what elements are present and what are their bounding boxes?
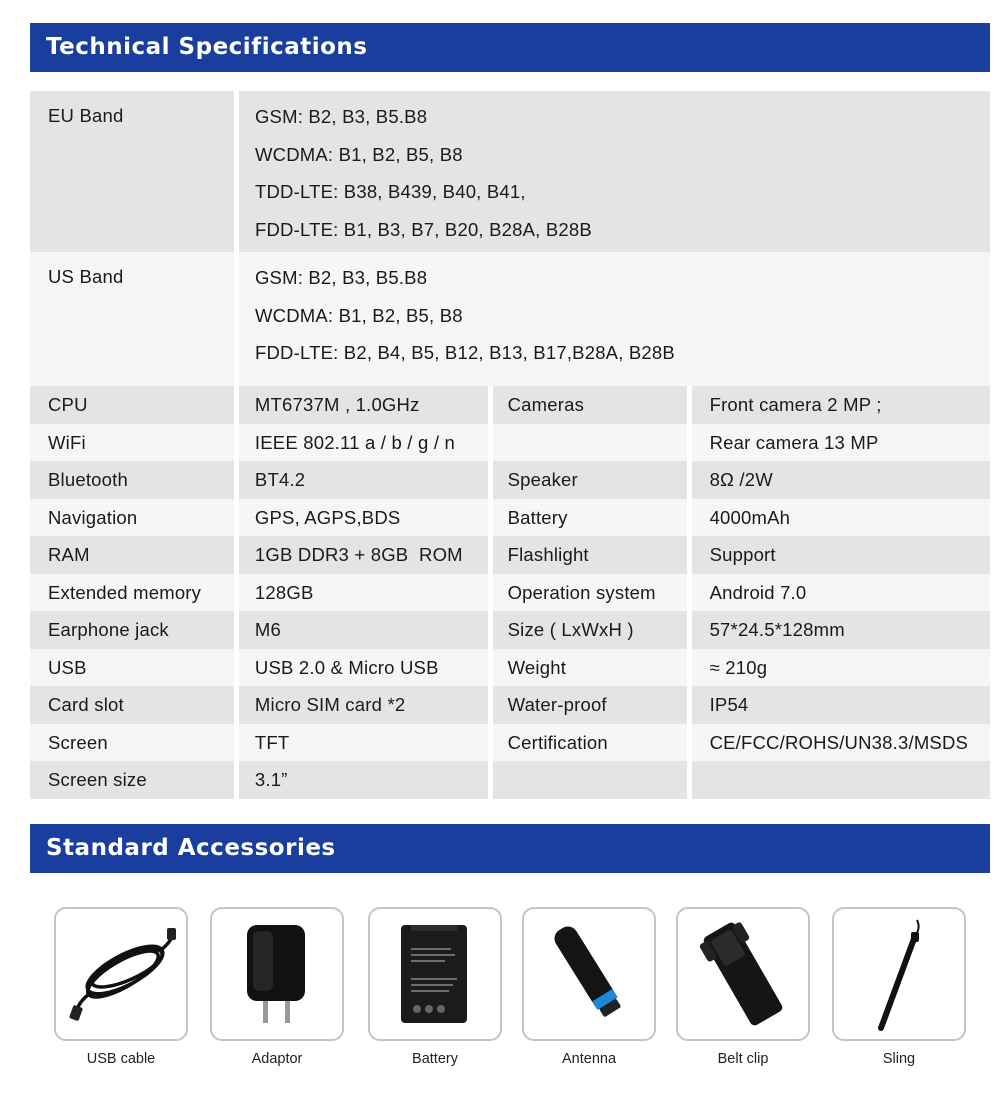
spec-key: USB [30, 649, 234, 687]
spec-value: Front camera 2 MP ; [692, 386, 990, 424]
spec-value: BT4.2 [239, 461, 488, 499]
spec-key: Navigation [30, 499, 234, 537]
accessory-image [54, 907, 188, 1041]
spec-value: Rear camera 13 MP [692, 424, 990, 462]
accessory-image [368, 907, 502, 1041]
spec-value: 3.1” [239, 761, 488, 799]
spec-value: Micro SIM card *2 [239, 686, 488, 724]
accessory-image [522, 907, 656, 1041]
spec-row [30, 761, 990, 799]
spec-value: M6 [239, 611, 488, 649]
adaptor-icon [237, 919, 317, 1029]
accessory-label: USB cable [86, 1051, 156, 1067]
spec-row [30, 536, 990, 574]
spec-key: Water-proof [493, 686, 687, 724]
eu-band-line: WCDMA: B1, B2, B5, B8 [254, 143, 463, 165]
accessory-image [210, 907, 344, 1041]
accessory-label: Battery [412, 1051, 458, 1067]
spec-value: 128GB [239, 574, 488, 612]
usb-cable-icon [61, 924, 181, 1024]
eu-band-line: FDD-LTE: B1, B3, B7, B20, B28A, B28B [254, 218, 592, 240]
spec-key: Screen size [30, 761, 234, 799]
spec-key: Speaker [493, 461, 687, 499]
accessory-item [368, 907, 502, 1067]
us-band-line: GSM: B2, B3, B5.B8 [254, 267, 428, 288]
spec-row [30, 574, 990, 612]
eu-band-label: EU Band [30, 91, 234, 252]
spec-key: Flashlight [493, 536, 687, 574]
spec-value: USB 2.0 & Micro USB [239, 649, 488, 687]
spec-key: CPU [30, 386, 234, 424]
spec-value [692, 761, 990, 799]
spec-row [30, 386, 990, 424]
eu-band-line: GSM: B2, B3, B5.B8 [254, 106, 428, 127]
spec-value: IP54 [692, 686, 990, 724]
accessory-item [210, 907, 344, 1067]
us-band-label: US Band [30, 252, 234, 386]
spec-value: Support [692, 536, 990, 574]
spec-value: Android 7.0 [692, 574, 990, 612]
spec-key: Size ( LxWxH ) [493, 611, 687, 649]
specifications-header: Technical Specifications [30, 23, 990, 72]
spec-key: Earphone jack [30, 611, 234, 649]
accessory-item [832, 907, 966, 1067]
eu-band-line: TDD-LTE: B38, B439, B40, B41, [254, 181, 526, 202]
spec-value: IEEE 802.11 a / b / g / n [239, 424, 488, 462]
spec-key: Cameras [493, 386, 687, 424]
accessory-item [54, 907, 188, 1067]
spec-row [30, 724, 990, 762]
specifications-table [30, 91, 990, 799]
antenna-icon [539, 919, 639, 1029]
accessory-image [832, 907, 966, 1041]
spec-key: Card slot [30, 686, 234, 724]
accessory-label: Sling [882, 1051, 916, 1067]
accessory-image [676, 907, 810, 1041]
spec-value: CE/FCC/ROHS/UN38.3/MSDS [692, 724, 990, 762]
spec-value: 1GB DDR3 + 8GB ROM [239, 536, 488, 574]
spec-key [493, 761, 687, 799]
accessories-header: Standard Accessories [30, 824, 990, 873]
battery-icon [395, 919, 475, 1029]
eu-band-row [30, 91, 990, 252]
spec-value: ≈ 210g [692, 649, 990, 687]
spec-row [30, 499, 990, 537]
us-band-line: WCDMA: B1, B2, B5, B8 [254, 304, 463, 326]
spec-value: TFT [239, 724, 488, 762]
spec-key: Weight [493, 649, 687, 687]
accessory-label: Adaptor [251, 1051, 303, 1067]
spec-key: RAM [30, 536, 234, 574]
sling-icon [859, 914, 939, 1034]
spec-value: 57*24.5*128mm [692, 611, 990, 649]
us-band-line: FDD-LTE: B2, B4, B5, B12, B13, B17,B28A, B28B [254, 342, 675, 363]
accessory-label: Belt clip [717, 1051, 769, 1067]
spec-key: Operation system [493, 574, 687, 612]
spec-row [30, 686, 990, 724]
accessory-label: Antenna [561, 1051, 617, 1067]
belt-clip-icon [685, 919, 801, 1029]
spec-key: Battery [493, 499, 687, 537]
spec-value: GPS, AGPS,BDS [239, 499, 488, 537]
spec-key: Screen [30, 724, 234, 762]
spec-key: Extended memory [30, 574, 234, 612]
spec-value: 4000mAh [692, 499, 990, 537]
spec-row [30, 424, 990, 462]
accessories-list [54, 907, 966, 1077]
spec-key [493, 424, 687, 462]
eu-band-values [239, 91, 990, 252]
us-band-values [239, 252, 990, 386]
spec-key: WiFi [30, 424, 234, 462]
spec-value: MT6737M , 1.0GHz [239, 386, 488, 424]
accessory-item [676, 907, 810, 1067]
spec-key: Certification [493, 724, 687, 762]
spec-row [30, 461, 990, 499]
spec-key: Bluetooth [30, 461, 234, 499]
accessory-item [522, 907, 656, 1067]
spec-row [30, 649, 990, 687]
spec-row [30, 611, 990, 649]
spec-value: 8Ω /2W [692, 461, 990, 499]
us-band-row [30, 252, 990, 386]
